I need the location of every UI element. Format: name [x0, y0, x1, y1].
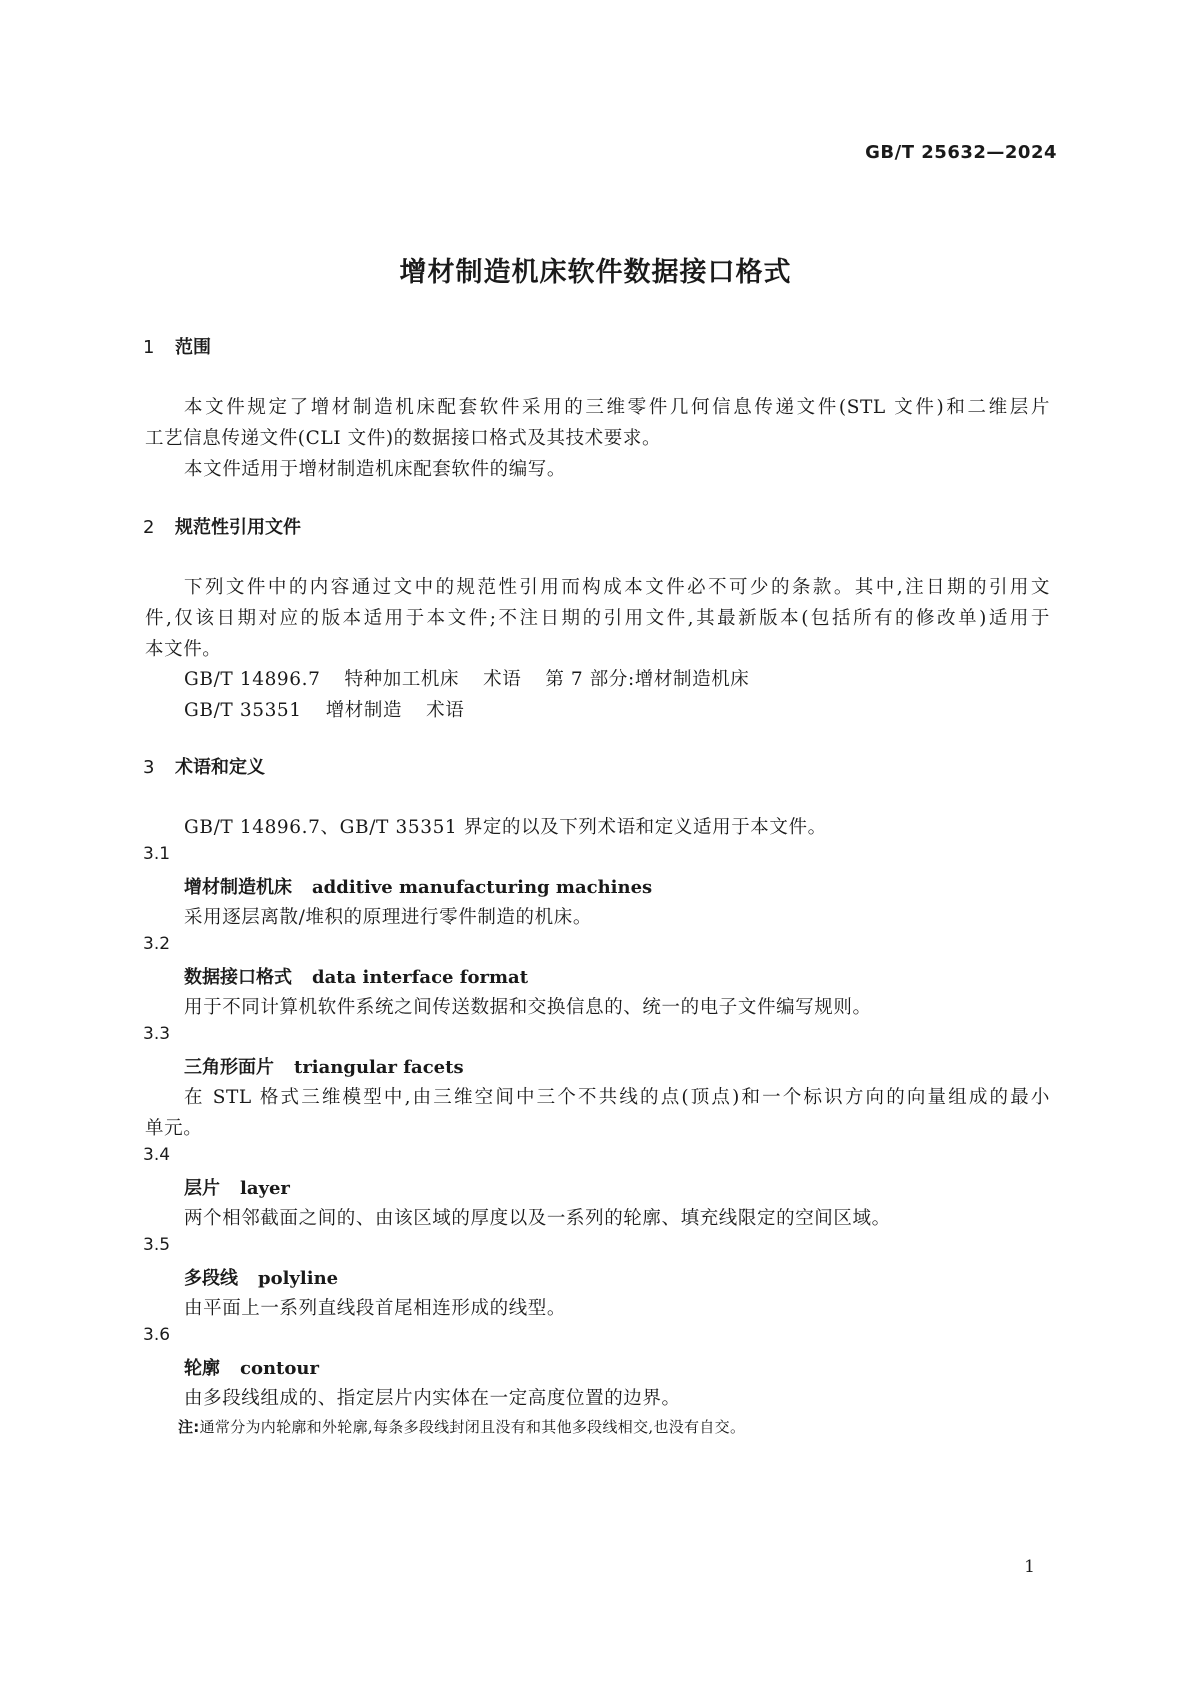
term-heading [184, 1053, 464, 1079]
term-number: 3.5 [143, 1235, 171, 1255]
section-title: 术语和定义 [175, 757, 265, 778]
section-2-heading [143, 513, 301, 539]
term-zh: 数据接口格式 [184, 967, 292, 988]
term-number: 3.4 [143, 1145, 171, 1165]
reference-title-part: 术语 [426, 700, 465, 721]
note-label: 注: [178, 1418, 200, 1436]
reference-item [184, 665, 749, 691]
term-zh: 增材制造机床 [184, 877, 292, 898]
term-definition: 两个相邻截面之间的、由该区域的厚度以及一系列的轮廓、填充线限定的空间区域。 [184, 1208, 891, 1229]
term-zh: 层片 [184, 1178, 220, 1199]
term-en: contour [240, 1358, 319, 1379]
document-title: 增材制造机床软件数据接口格式 [399, 257, 792, 288]
section-1-para-2: 本文件适用于增材制造机床配套软件的编写。 [184, 459, 567, 480]
section-1-para-1-line-1: 本文件规定了增材制造机床配套软件采用的三维零件几何信息传递文件(STL 文件)和二维层片 [184, 397, 1050, 418]
term-definition: 在 STL 格式三维模型中,由三维空间中三个不共线的点(顶点)和一个标识方向的向量组成的最小 [184, 1087, 1050, 1108]
reference-title-part: 特种加工机床 [344, 669, 460, 690]
reference-title-part: 增材制造 [325, 700, 403, 721]
term-en: data interface format [312, 967, 529, 988]
term-number: 3.1 [143, 844, 171, 864]
reference-code: GB/T 35351 [184, 700, 302, 721]
note-text: 通常分为内轮廓和外轮廓,每条多段线封闭且没有和其他多段线相交,也没有自交。 [199, 1418, 746, 1436]
reference-title-part: 术语 [483, 669, 522, 690]
term-number: 3.6 [143, 1325, 171, 1345]
section-title: 范围 [175, 337, 211, 358]
term-en: additive manufacturing machines [312, 877, 653, 898]
section-1-para-1-line-2: 工艺信息传递文件(CLI 文件)的数据接口格式及其技术要求。 [145, 428, 662, 449]
section-2-para-line-1: 下列文件中的内容通过文中的规范性引用而构成本文件必不可少的条款。其中,注日期的引用文 [184, 577, 1050, 598]
term-en: layer [240, 1178, 290, 1199]
term-zh: 三角形面片 [184, 1057, 274, 1078]
term-zh: 多段线 [184, 1268, 238, 1289]
section-3-heading [143, 753, 265, 779]
term-heading [184, 963, 528, 989]
section-2-para-line-3: 本文件。 [145, 639, 222, 660]
term-definition: 采用逐层离散/堆积的原理进行零件制造的机床。 [184, 907, 592, 928]
note [178, 1416, 745, 1437]
reference-code: GB/T 14896.7 [184, 669, 321, 690]
section-2-para-line-2: 件,仅该日期对应的版本适用于本文件;不注日期的引用文件,其最新版本(包括所有的修改单)适用于 [145, 608, 1050, 629]
term-number: 3.2 [143, 934, 171, 954]
term-number: 3.3 [143, 1024, 171, 1044]
section-number: 3 [143, 757, 155, 778]
term-definition: 由平面上一系列直线段首尾相连形成的线型。 [184, 1298, 567, 1319]
section-3-intro: GB/T 14896.7、GB/T 35351 界定的以及下列术语和定义适用于本文件。 [184, 817, 827, 838]
term-en: polyline [258, 1268, 339, 1289]
reference-item [184, 696, 464, 722]
term-heading [184, 873, 652, 899]
term-definition-continued: 单元。 [145, 1118, 203, 1139]
term-definition: 由多段线组成的、指定层片内实体在一定高度位置的边界。 [184, 1388, 681, 1409]
term-heading [184, 1174, 290, 1200]
standard-code: GB/T 25632—2024 [865, 142, 1057, 163]
term-zh: 轮廓 [184, 1358, 220, 1379]
term-heading [184, 1264, 338, 1290]
section-1-heading [143, 333, 211, 359]
term-en: triangular facets [294, 1057, 464, 1078]
section-number: 2 [143, 517, 155, 538]
term-definition: 用于不同计算机软件系统之间传送数据和交换信息的、统一的电子文件编写规则。 [184, 997, 872, 1018]
term-heading [184, 1354, 319, 1380]
reference-title-part: 第 7 部分:增材制造机床 [545, 669, 750, 690]
section-number: 1 [143, 337, 155, 358]
page-number: 1 [1024, 1557, 1035, 1577]
section-title: 规范性引用文件 [175, 517, 301, 538]
